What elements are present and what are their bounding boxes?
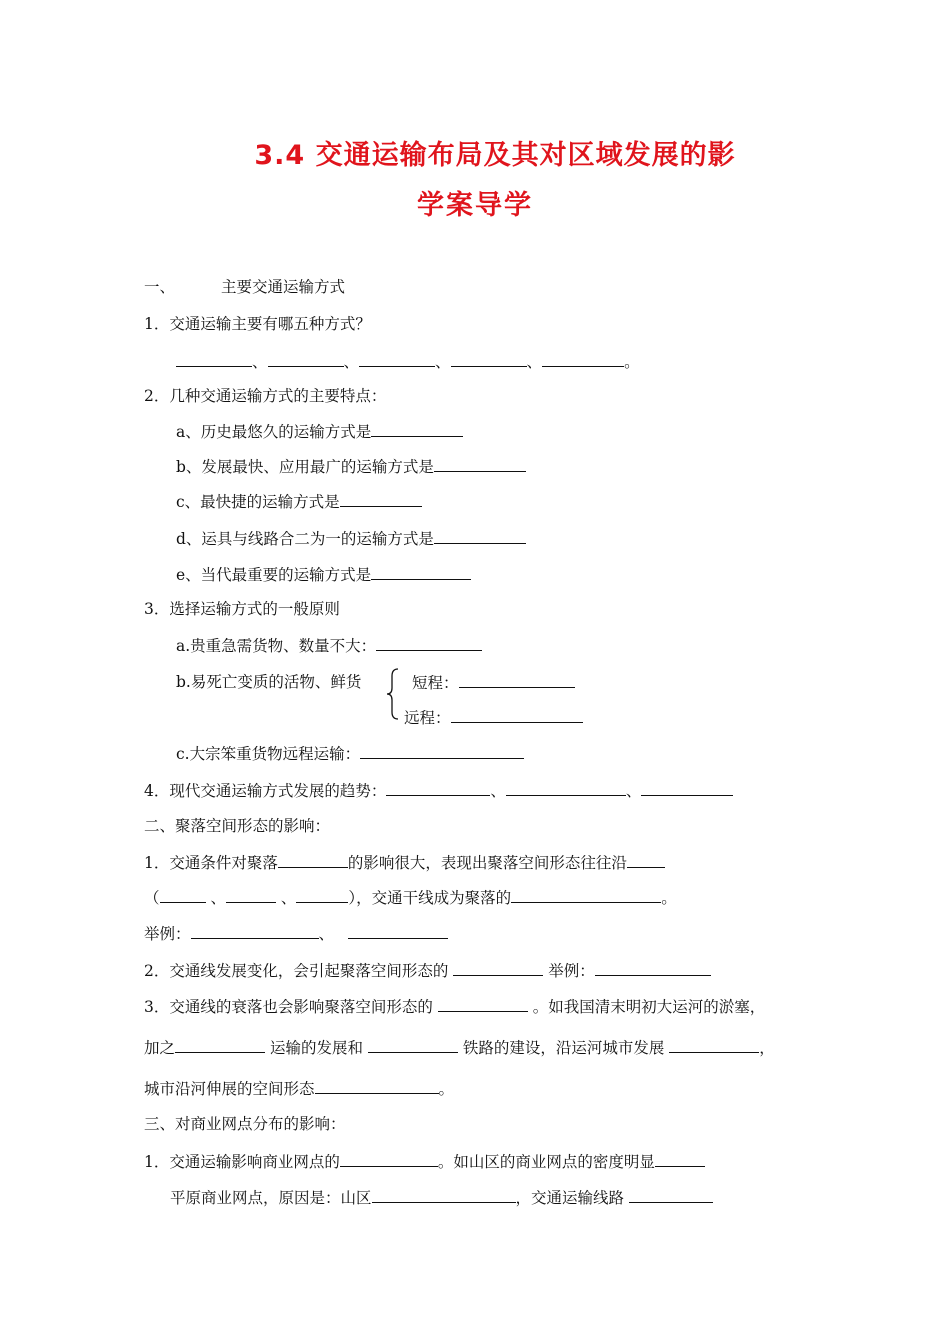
item-d: d、运具与线路合二为一的运输方式是 (176, 527, 526, 550)
answer-blank[interactable] (641, 779, 733, 796)
brace-icon (386, 668, 400, 720)
answer-blank[interactable] (175, 1036, 265, 1053)
answer-blank[interactable] (372, 1186, 516, 1203)
question-1-1: 1．交通运输主要有哪五种方式？ (144, 315, 371, 333)
answer-blank[interactable] (655, 1150, 705, 1167)
question-3-1-cont: 平原商业网点，原因是：山区 ，交通运输线路 (170, 1186, 713, 1209)
answer-blank[interactable] (160, 886, 206, 903)
item-e: e、当代最重要的运输方式是 (176, 563, 471, 586)
answer-blank[interactable] (542, 350, 624, 367)
answer-blank[interactable] (226, 886, 276, 903)
answer-blank[interactable] (451, 350, 527, 367)
answer-blank[interactable] (434, 455, 526, 472)
question-1-2: 2．几种交通运输方式的主要特点： (144, 387, 387, 405)
blank-row-five-modes: 、 、 、 、 。 (176, 350, 640, 373)
answer-blank[interactable] (434, 527, 526, 544)
question-2-3: 3．交通线的衰落也会影响聚落空间形态的 。如我国清末明初大运河的淤塞， (144, 995, 765, 1018)
principle-a: a.贵重急需货物、数量不大： (176, 634, 482, 657)
question-2-1-cont: （ 、 、 ），交通干线成为聚落的 。 (144, 886, 677, 909)
principle-b: b.易死亡变质的活物、鲜货 (176, 673, 362, 691)
principle-c: c.大宗笨重货物远程运输： (176, 742, 524, 765)
principle-b-short: 短程： (412, 671, 575, 694)
answer-blank[interactable] (376, 634, 482, 651)
answer-blank[interactable] (629, 1186, 713, 1203)
answer-blank[interactable] (359, 350, 435, 367)
item-a: a、历史最悠久的运输方式是 (176, 420, 463, 443)
answer-blank[interactable] (506, 779, 626, 796)
answer-blank[interactable] (386, 779, 490, 796)
answer-blank[interactable] (453, 959, 543, 976)
example-line: 举例： 、 (144, 922, 448, 945)
answer-blank[interactable] (371, 563, 471, 580)
answer-blank[interactable] (296, 886, 348, 903)
document-subtitle: 学案导学 (417, 190, 533, 221)
section-1-heading: 一、 主要交通运输方式 (144, 278, 346, 296)
question-3-1: 1．交通运输影响商业网点的 。如山区的商业网点的密度明显 (144, 1150, 705, 1173)
question-2-1: 1．交通条件对聚落 的影响很大，表现出聚落空间形态往往沿 (144, 851, 665, 874)
question-1-3: 3．选择运输方式的一般原则 (144, 600, 340, 618)
answer-blank[interactable] (438, 995, 528, 1012)
answer-blank[interactable] (268, 350, 344, 367)
item-c: c、最快捷的运输方式是 (176, 490, 422, 513)
item-b: b、发展最快、应用最广的运输方式是 (176, 455, 526, 478)
question-2-3-cont: 加之 运输的发展和 铁路的建设，沿运河城市发展 ， (144, 1036, 775, 1059)
question-2-3-end: 城市沿河伸展的空间形态 。 (144, 1077, 454, 1100)
answer-blank[interactable] (627, 851, 665, 868)
document-title: 3.4 交通运输布局及其对区域发展的影 (254, 140, 736, 171)
answer-blank[interactable] (340, 1150, 438, 1167)
answer-blank[interactable] (360, 742, 524, 759)
answer-blank[interactable] (669, 1036, 759, 1053)
answer-blank[interactable] (371, 420, 463, 437)
answer-blank[interactable] (368, 1036, 458, 1053)
answer-blank[interactable] (595, 959, 711, 976)
answer-blank[interactable] (315, 1077, 439, 1094)
answer-blank[interactable] (340, 490, 422, 507)
answer-blank[interactable] (278, 851, 348, 868)
answer-blank[interactable] (176, 350, 252, 367)
principle-b-long: 远程： (404, 706, 583, 729)
section-3-heading: 三、对商业网点分布的影响： (144, 1115, 346, 1133)
section-2-heading: 二、聚落空间形态的影响： (144, 817, 331, 835)
answer-blank[interactable] (511, 886, 661, 903)
question-1-4: 4．现代交通运输方式发展的趋势： 、 、 (144, 779, 733, 802)
question-2-2: 2．交通线发展变化，会引起聚落空间形态的 举例： (144, 959, 711, 982)
answer-blank[interactable] (348, 922, 448, 939)
answer-blank[interactable] (191, 922, 319, 939)
answer-blank[interactable] (451, 706, 583, 723)
answer-blank[interactable] (459, 671, 575, 688)
